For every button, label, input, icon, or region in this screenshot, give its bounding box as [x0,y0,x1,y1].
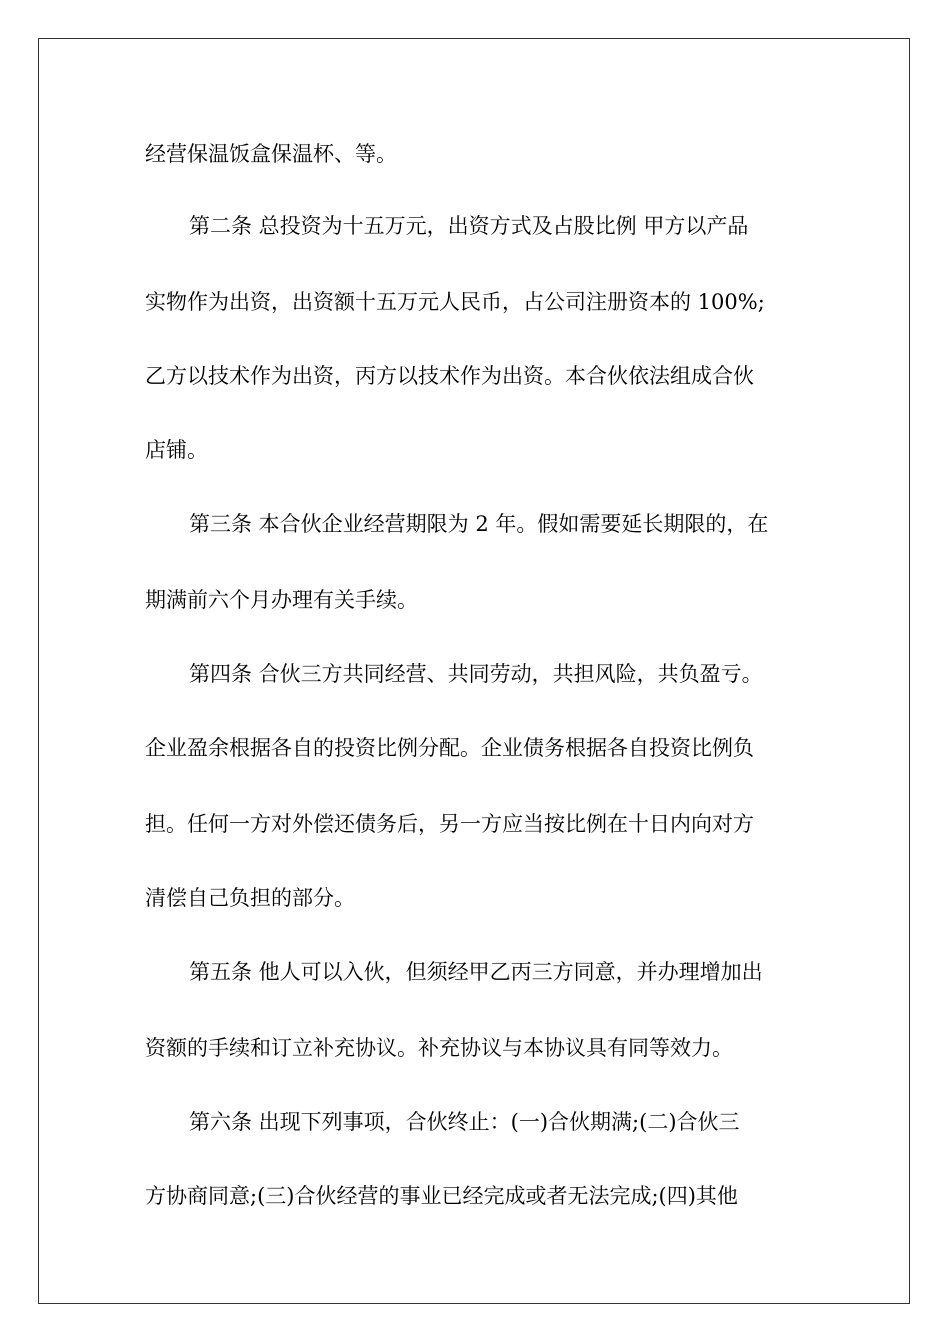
text-line: 期满前六个月办理有关手续。 [145,588,418,612]
text-line: 企业盈余根据各自的投资比例分配。企业债务根据各自投资比例负 [145,736,754,760]
text-line: 清偿自己负担的部分。 [145,886,355,910]
article-3-heading-line: 第三条 本合伙企业经营期限为 2 年。假如需要延长期限的，在 [189,512,769,536]
article-2-heading-line: 第二条 总投资为十五万元，出资方式及占股比例 甲方以产品 [189,214,749,238]
text-line: 乙方以技术作为出资，丙方以技术作为出资。本合伙依法组成合伙 [145,364,754,388]
article-6-heading-line: 第六条 出现下列事项，合伙终止：(一)合伙期满;(二)合伙三 [189,1110,740,1134]
text-line: 实物作为出资，出资额十五万元人民币，占公司注册资本的 100%; [145,290,765,314]
article-5-heading-line: 第五条 他人可以入伙，但须经甲乙丙三方同意，并办理增加出 [189,960,763,984]
text-line: 资额的手续和订立补充协议。补充协议与本协议具有同等效力。 [145,1036,733,1060]
text-line: 店铺。 [145,438,208,462]
text-line: 方协商同意;(三)合伙经营的事业已经完成或者无法完成;(四)其他 [145,1184,738,1208]
text-line: 担。任何一方对外偿还债务后，另一方应当按比例在十日内向对方 [145,812,754,836]
text-line: 经营保温饭盒保温杯、等。 [145,142,397,166]
article-4-heading-line: 第四条 合伙三方共同经营、共同劳动，共担风险，共负盈亏。 [189,662,763,686]
